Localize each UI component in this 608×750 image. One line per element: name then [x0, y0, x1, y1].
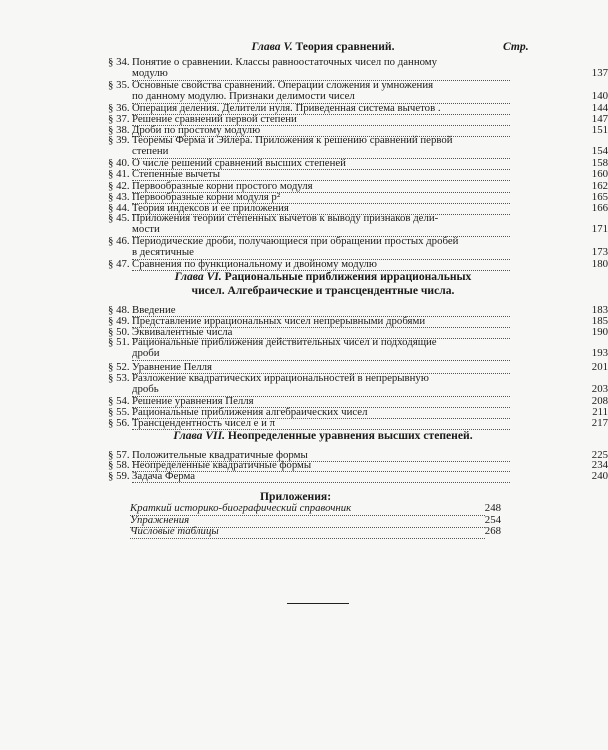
section-title-line: степени: [132, 146, 510, 158]
appendix-label: Упражнения: [130, 515, 485, 528]
section-title-line: Теория индексов и ее приложения: [132, 203, 510, 215]
section-title: [132, 259, 510, 271]
section-title-line: Неопределенные квадратичные формы: [132, 460, 510, 472]
page-number: 165: [591, 191, 608, 203]
section-title-line: Основные свойства сравнений. Операции сложения и умножения: [132, 79, 434, 91]
page-number: 180: [591, 258, 608, 270]
page-number: 160: [591, 168, 608, 180]
section-title-line: Введение: [132, 305, 510, 317]
chapter-prefix: Глава: [173, 429, 203, 442]
section-number: § 51.: [108, 336, 130, 348]
section-number: § 36.: [108, 102, 130, 114]
section-number: § 47.: [108, 258, 130, 270]
section-title-line: Первообразные корни модуля p²: [132, 192, 510, 204]
section-number: § 43.: [108, 191, 130, 203]
appendix-label: Краткий историко-биографический справочник: [130, 503, 485, 516]
page-number: 147: [591, 113, 608, 125]
section-title-line: мости: [132, 224, 510, 236]
section-number: § 38.: [108, 124, 130, 136]
section-title-line: Дроби по простому модулю: [132, 125, 510, 137]
section-number: § 53.: [108, 372, 130, 384]
section-title-line: Степенные вычеты: [132, 169, 510, 181]
section-title-line: модулю: [132, 68, 510, 80]
section-title-line: Первообразные корни простого модуля: [132, 181, 510, 193]
chapter-roman: VI.: [206, 270, 222, 283]
appendix-label: Числовые таблицы: [130, 526, 485, 539]
section-number: § 39.: [108, 134, 130, 146]
section-number: § 48.: [108, 304, 130, 316]
page-number: 193: [591, 347, 608, 360]
page-number: 225: [591, 449, 608, 461]
section-title-line: Решение сравнений первой степени: [132, 114, 510, 126]
section-number: § 35.: [108, 79, 130, 91]
section-title: [132, 471, 510, 483]
section-title-line: дроби: [132, 348, 510, 360]
page-number: 162: [591, 180, 608, 192]
appendix-item: [130, 526, 501, 539]
section-number: § 34.: [108, 56, 130, 68]
section-title-line: Приложения теории степенных вычетов к выводу признаков дели-: [132, 212, 439, 224]
section-number: § 57.: [108, 449, 130, 461]
section-title-line: Эквивалентные числа: [132, 327, 510, 339]
section-number: § 50.: [108, 326, 130, 338]
page-number: 248: [484, 502, 501, 514]
section-title: [132, 80, 510, 104]
chapter-heading: [108, 429, 538, 443]
section-title-line: Положительные квадратичные формы: [132, 450, 510, 462]
chapter-title: Рациональные приближения иррациональных: [224, 270, 472, 283]
section-title: [132, 213, 510, 237]
section-title-line: Понятие о сравнении. Классы равноостаточных чисел по данному: [132, 56, 438, 68]
chapter-prefix: Глава: [174, 270, 204, 283]
section-title: [132, 236, 510, 260]
chapter-roman: V.: [283, 40, 293, 53]
section-title-line: Решение уравнения Пелля: [132, 396, 510, 408]
section-title: [132, 57, 510, 81]
section-title-line: Задача Ферма: [132, 471, 510, 483]
section-number: § 59.: [108, 470, 130, 482]
section-title-line: Уравнение Пелля: [132, 362, 510, 374]
section-number: § 37.: [108, 113, 130, 125]
chapter-title: Теория сравнений.: [295, 40, 395, 53]
section-title-line: Периодические дроби, получающиеся при обращении простых дробей: [132, 235, 459, 247]
page-number: 183: [591, 304, 608, 316]
page-number: 234: [591, 459, 608, 471]
section-title-line: Рациональные приближения алгебраических чисел: [132, 407, 510, 419]
chapter-title: чисел. Алгебраические и трансцендентные числа.: [191, 284, 455, 297]
section-title-line: Разложение квадратических иррациональностей в непрерывную: [132, 372, 429, 384]
chapter-roman: VII.: [205, 429, 225, 442]
section-number: § 49.: [108, 315, 130, 327]
page-number: 151: [591, 124, 608, 136]
page-number: 268: [484, 525, 501, 537]
page-number: 211: [592, 406, 608, 418]
closing-rule: [287, 603, 349, 604]
chapter-heading: [108, 40, 538, 54]
section-title-line: по данному модулю. Признаки делимости чисел: [132, 91, 510, 103]
page-number: 173: [591, 246, 608, 259]
section-title: [132, 135, 510, 159]
section-title-line: Трансцендентность чисел e и π: [132, 418, 510, 430]
page-number: 137: [591, 67, 608, 80]
section-number: § 42.: [108, 180, 130, 192]
section-number: § 46.: [108, 235, 130, 247]
section-title-line: Операция деления. Делители нуля. Приведенная система вычетов .: [132, 103, 510, 115]
chapter-prefix: Глава: [251, 40, 281, 53]
section-title-line: Сравнения по функциональному и двойному модулю: [132, 259, 510, 271]
section-title-line: дробь: [132, 384, 510, 396]
section-title-line: в десятичные: [132, 247, 510, 259]
section-number: § 40.: [108, 157, 130, 169]
page-column-label: Стр.: [503, 40, 529, 53]
section-number: § 44.: [108, 202, 130, 214]
section-title: [132, 418, 510, 430]
page-number: 203: [591, 383, 608, 396]
page-number: 217: [591, 417, 608, 429]
section-number: § 41.: [108, 168, 130, 180]
section-number: § 58.: [108, 459, 130, 471]
section-title: [132, 373, 510, 397]
page-number: 208: [591, 395, 608, 407]
section-title-line: Теоремы Ферма и Эйлера. Приложения к решению сравнений первой: [132, 134, 453, 146]
page-number: 201: [591, 361, 608, 373]
section-title-line: О числе решений сравнений высших степеней: [132, 158, 510, 170]
page-number: 254: [484, 514, 501, 526]
section-number: § 45.: [108, 212, 130, 224]
appendix-heading: Приложения:: [260, 490, 332, 503]
page-number: 166: [591, 202, 608, 214]
page-number: 158: [591, 157, 608, 169]
section-number: § 56.: [108, 417, 130, 429]
section-number: § 52.: [108, 361, 130, 373]
page-number: 190: [591, 326, 608, 338]
section-title-line: Рациональные приближения действительных чисел и подходящие: [132, 336, 437, 348]
chapter-title: Неопределенные уравнения высших степеней.: [227, 429, 473, 442]
page-number: 144: [591, 102, 608, 114]
page-number: 140: [591, 90, 608, 103]
section-title: [132, 337, 510, 361]
section-number: § 55.: [108, 406, 130, 418]
page-number: 240: [591, 470, 608, 482]
chapter-heading: [108, 270, 538, 298]
page-number: 154: [591, 145, 608, 158]
page-number: 185: [591, 315, 608, 327]
section-title-line: Представление иррациональных чисел непрерывными дробями: [132, 316, 510, 328]
section-number: § 54.: [108, 395, 130, 407]
page-number: 171: [591, 223, 608, 236]
